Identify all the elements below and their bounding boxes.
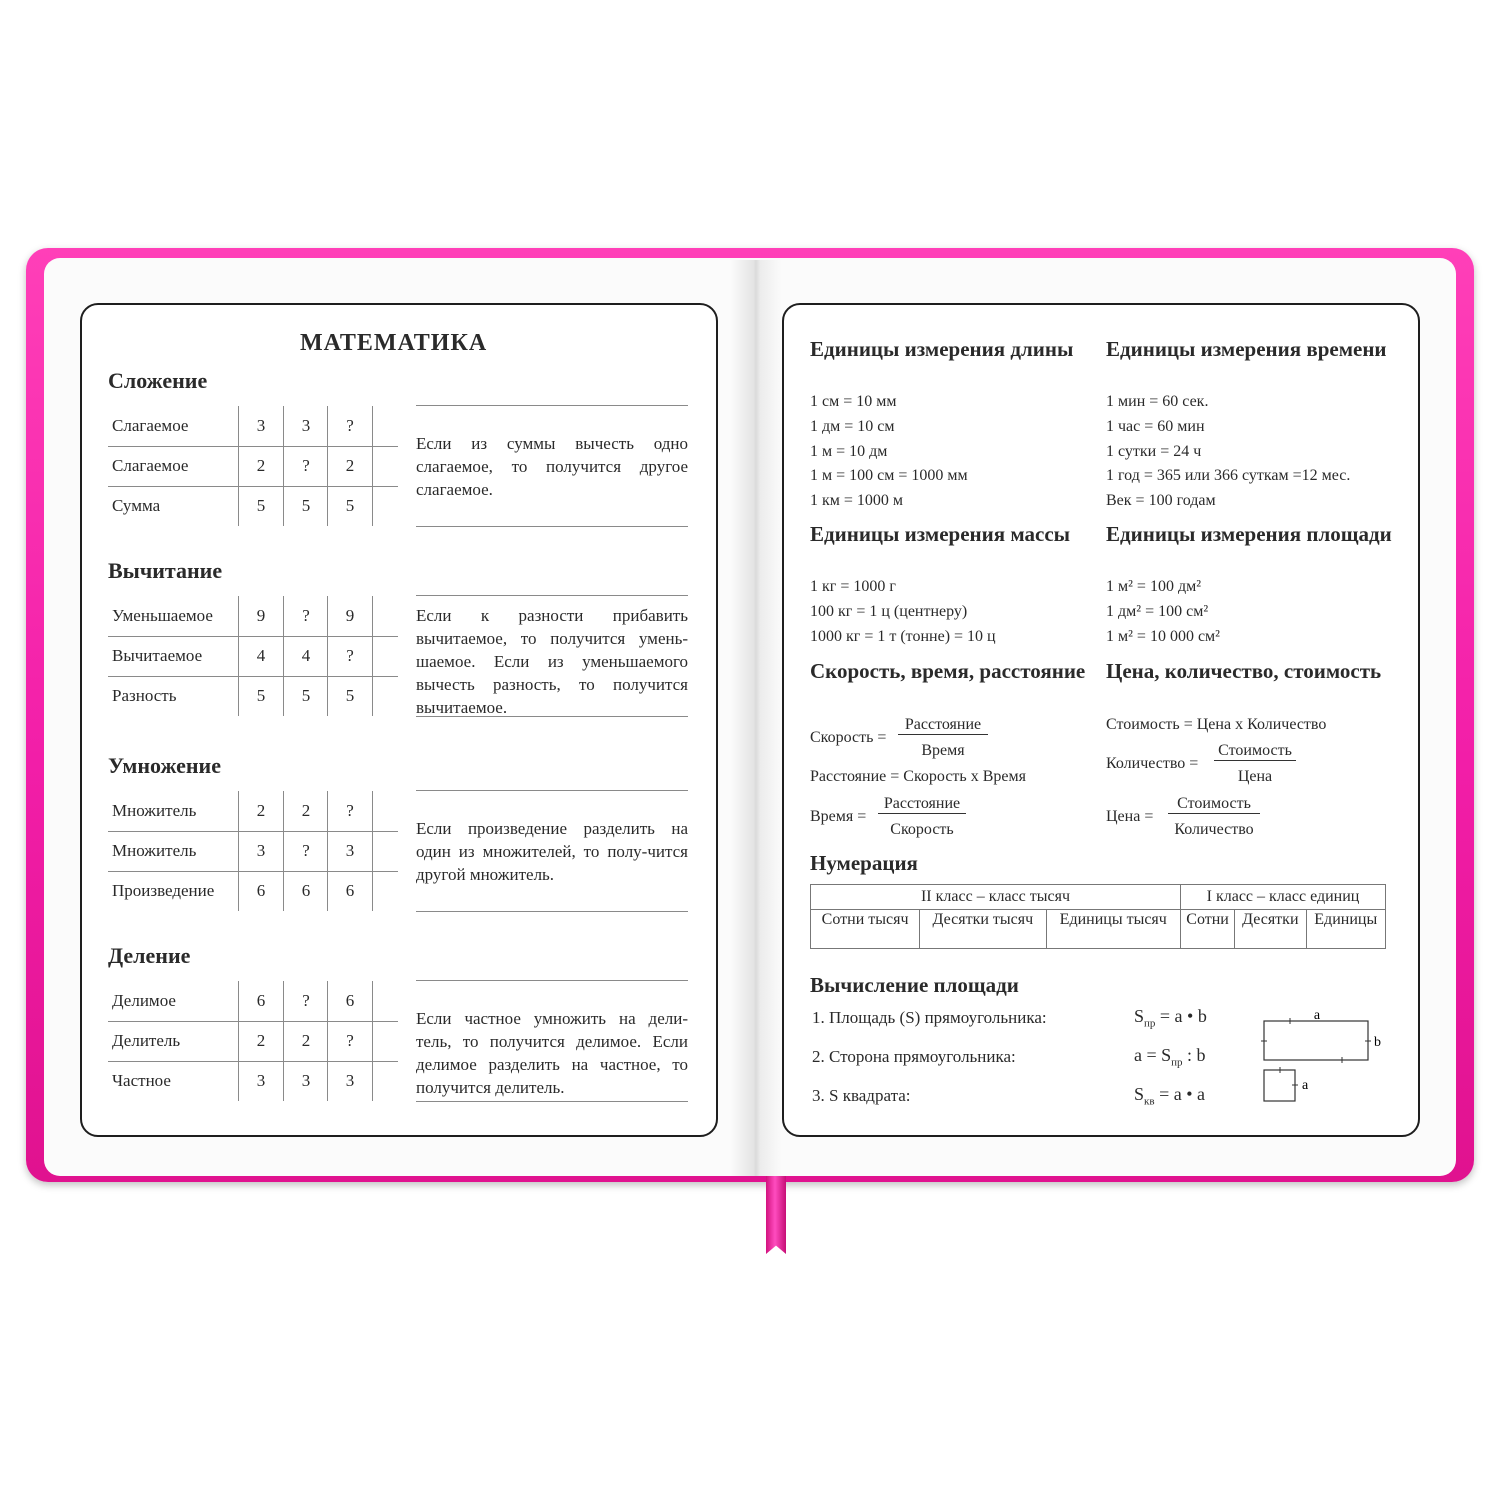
bookmark-ribbon	[766, 1170, 786, 1254]
table-cell-value: 3	[256, 416, 266, 435]
table-cell-value: 3	[345, 1071, 355, 1090]
area-calc-heading: Вычисление площади	[810, 973, 1019, 997]
square-diagram	[1264, 1070, 1295, 1101]
col-tens: Десятки	[1235, 910, 1306, 949]
rule-note: Если из суммы вычесть одно слагаемое, то получится другое слагаемое.	[416, 434, 688, 499]
page-spine	[730, 260, 782, 1176]
table-row-divider	[108, 1061, 398, 1062]
area-diagrams	[1254, 1003, 1394, 1109]
numeration-heading: Нумерация	[810, 851, 918, 875]
table-column-divider	[372, 596, 373, 716]
table-row-label: Частное	[112, 1071, 171, 1090]
table-row-divider	[108, 871, 398, 872]
table-cell-value: 6	[345, 881, 355, 900]
table-row-label: Разность	[112, 686, 177, 705]
note-rule	[416, 911, 688, 912]
table-cell-value: 5	[301, 686, 311, 705]
table-column-divider	[238, 981, 239, 1101]
numeration-table	[810, 884, 1386, 949]
unit-line: 1 м² = 10 000 см²	[1106, 627, 1220, 645]
note-rule	[416, 526, 688, 527]
section-heading: Деление	[108, 943, 191, 968]
rule-note: Если к разности прибавить вычитаемое, то получится умень-шаемое. Если из уменьшаемого вычесть разность, то получится вычитаемое.	[416, 606, 688, 717]
table-cell-value: 5	[256, 496, 266, 515]
table-column-divider	[372, 791, 373, 911]
area-item-2: 2. Сторона прямоугольника:	[812, 1047, 1016, 1066]
table-row-label: Делимое	[112, 991, 176, 1010]
unit-line: 1000 кг = 1 т (тонне) = 10 ц	[810, 627, 996, 645]
table-column-divider	[327, 596, 328, 716]
table-column-divider	[283, 596, 284, 716]
distance-formula: Расстояние = Скорость х Время	[810, 768, 1026, 785]
table-cell-value: ?	[302, 841, 310, 860]
area-item-3: 3. S квадрата:	[812, 1086, 911, 1105]
col-hundreds-thousands: Сотни тысяч	[811, 910, 920, 949]
table-cell-value: 2	[301, 1031, 311, 1050]
table-column-divider	[372, 406, 373, 526]
col-units-thousands: Единицы тысяч	[1046, 910, 1180, 949]
col-units: Единицы	[1306, 910, 1386, 949]
note-rule	[416, 1101, 688, 1102]
table-row-label: Произведение	[112, 881, 215, 900]
table-cell-value: 5	[301, 496, 311, 515]
note-rule	[416, 595, 688, 596]
rect-area-formula: $S_{пр} = a$ • b	[1134, 1006, 1207, 1030]
section-heading: Умножение	[108, 753, 221, 778]
unit-line: 1 сутки = 24 ч	[1106, 442, 1202, 460]
table-cell-value: 3	[256, 841, 266, 860]
mass-units-heading: Единицы измерения массы	[810, 522, 1071, 546]
table-row-label: Делитель	[112, 1031, 181, 1050]
unit-line: 100 кг = 1 ц (центнеру)	[810, 602, 968, 620]
table-cell-value: 4	[301, 646, 311, 665]
table-cell-value: ?	[302, 991, 310, 1010]
table-cell-value: 6	[256, 991, 266, 1010]
table-cell-value: 3	[256, 1071, 266, 1090]
unit-line: 1 год = 365 или 366 суткам =12 мес.	[1106, 467, 1351, 485]
rule-note: Если произведение разделить на один из множителей, то полу-чится другой множитель.	[416, 819, 688, 884]
unit-line: 1 дм² = 100 см²	[1106, 602, 1209, 620]
table-cell-value: ?	[346, 416, 354, 435]
unit-line: Век = 100 годам	[1106, 492, 1216, 510]
table-cell-value: 3	[345, 841, 355, 860]
table-row-label: Сумма	[112, 496, 161, 515]
section-heading: Вычитание	[108, 558, 223, 583]
rectangle-diagram	[1264, 1021, 1368, 1060]
note-rule	[416, 980, 688, 981]
section-heading: Сложение	[108, 368, 208, 393]
rect-side-formula: $a = S_{пр}$ : b	[1134, 1045, 1206, 1069]
table-row-label: Множитель	[112, 841, 197, 860]
area-item-1: 1. Площадь (S) прямоугольника:	[812, 1008, 1047, 1027]
table-row-label: Слагаемое	[112, 456, 189, 475]
cost-formula: Стоимость = Цена х Количество	[1106, 716, 1327, 733]
table-row-divider	[108, 486, 398, 487]
table-cell-value: 3	[301, 1071, 311, 1090]
table-cell-value: ?	[302, 606, 310, 625]
table-cell-value: 6	[301, 881, 311, 900]
table-cell-value: 9	[345, 606, 355, 625]
table-row-label: Уменьшаемое	[112, 606, 213, 625]
unit-line: 1 км = 1000 м	[810, 492, 904, 510]
unit-line: 1 м = 10 дм	[810, 442, 888, 460]
table-column-divider	[327, 406, 328, 526]
table-row-label: Вычитаемое	[112, 646, 203, 665]
speed-heading: Скорость, время, расстояние	[810, 659, 1086, 683]
table-cell-value: 2	[256, 456, 266, 475]
table-cell-value: ?	[346, 646, 354, 665]
table-column-divider	[283, 406, 284, 526]
table-cell-value: 2	[301, 801, 311, 820]
unit-line: 1 час = 60 мин	[1106, 417, 1205, 435]
unit-line: 1 см = 10 мм	[810, 393, 897, 410]
table-cell-value: 9	[256, 606, 266, 625]
note-rule	[416, 790, 688, 791]
rect-side-b-label: b	[1374, 1035, 1381, 1050]
table-row-divider	[108, 1021, 398, 1022]
price-heading: Цена, количество, стоимость	[1106, 659, 1382, 683]
table-column-divider	[238, 596, 239, 716]
area-units-heading: Единицы измерения площади	[1106, 522, 1392, 546]
table-row-label: Слагаемое	[112, 416, 189, 435]
table-cell-value: 5	[345, 496, 355, 515]
unit-line: 1 кг = 1000 г	[810, 578, 896, 595]
table-row-divider	[108, 831, 398, 832]
unit-line: 1 дм = 10 см	[810, 417, 895, 435]
table-cell-value: 2	[345, 456, 355, 475]
table-cell-value: 2	[256, 1031, 266, 1050]
unit-line: 1 м = 100 см = 1000 мм	[810, 467, 968, 485]
table-cell-value: 5	[345, 686, 355, 705]
table-row-divider	[108, 676, 398, 677]
table-cell-value: 4	[256, 646, 266, 665]
table-cell-value: 2	[256, 801, 266, 820]
table-column-divider	[238, 791, 239, 911]
table-cell-value: ?	[346, 801, 354, 820]
class-thousands: II класс – класс тысяч	[811, 885, 1181, 910]
length-units-heading: Единицы измерения длины	[810, 337, 1074, 361]
table-column-divider	[372, 981, 373, 1101]
page-title: МАТЕМАТИКА	[300, 330, 488, 356]
note-rule	[416, 405, 688, 406]
table-column-divider	[283, 791, 284, 911]
table-cell-value: 6	[345, 991, 355, 1010]
square-side-a-label: a	[1302, 1078, 1309, 1093]
table-row-divider	[108, 636, 398, 637]
table-cell-value: 5	[256, 686, 266, 705]
rect-side-a-label: a	[1313, 1008, 1321, 1023]
table-column-divider	[327, 981, 328, 1101]
class-units: I класс – класс единиц	[1180, 885, 1385, 910]
rule-note: Если частное умножить на дели-тель, то получится делимое. Если делимое разделить на частное, то получится делитель.	[416, 1009, 688, 1097]
table-row-label: Множитель	[112, 801, 197, 820]
table-cell-value: ?	[346, 1031, 354, 1050]
table-cell-value: ?	[302, 456, 310, 475]
table-cell-value: 3	[301, 416, 311, 435]
table-cell-value: 6	[256, 881, 266, 900]
col-hundreds: Сотни	[1180, 910, 1234, 949]
table-column-divider	[327, 791, 328, 911]
time-units-heading: Единицы измерения времени	[1106, 337, 1387, 361]
table-column-divider	[283, 981, 284, 1101]
unit-line: 1 мин = 60 сек.	[1106, 393, 1209, 410]
unit-line: 1 м² = 100 дм²	[1106, 578, 1202, 595]
table-column-divider	[238, 406, 239, 526]
table-row-divider	[108, 446, 398, 447]
col-tens-thousands: Десятки тысяч	[920, 910, 1046, 949]
square-area-formula: $S_{кв} = a$ • a	[1134, 1084, 1205, 1108]
